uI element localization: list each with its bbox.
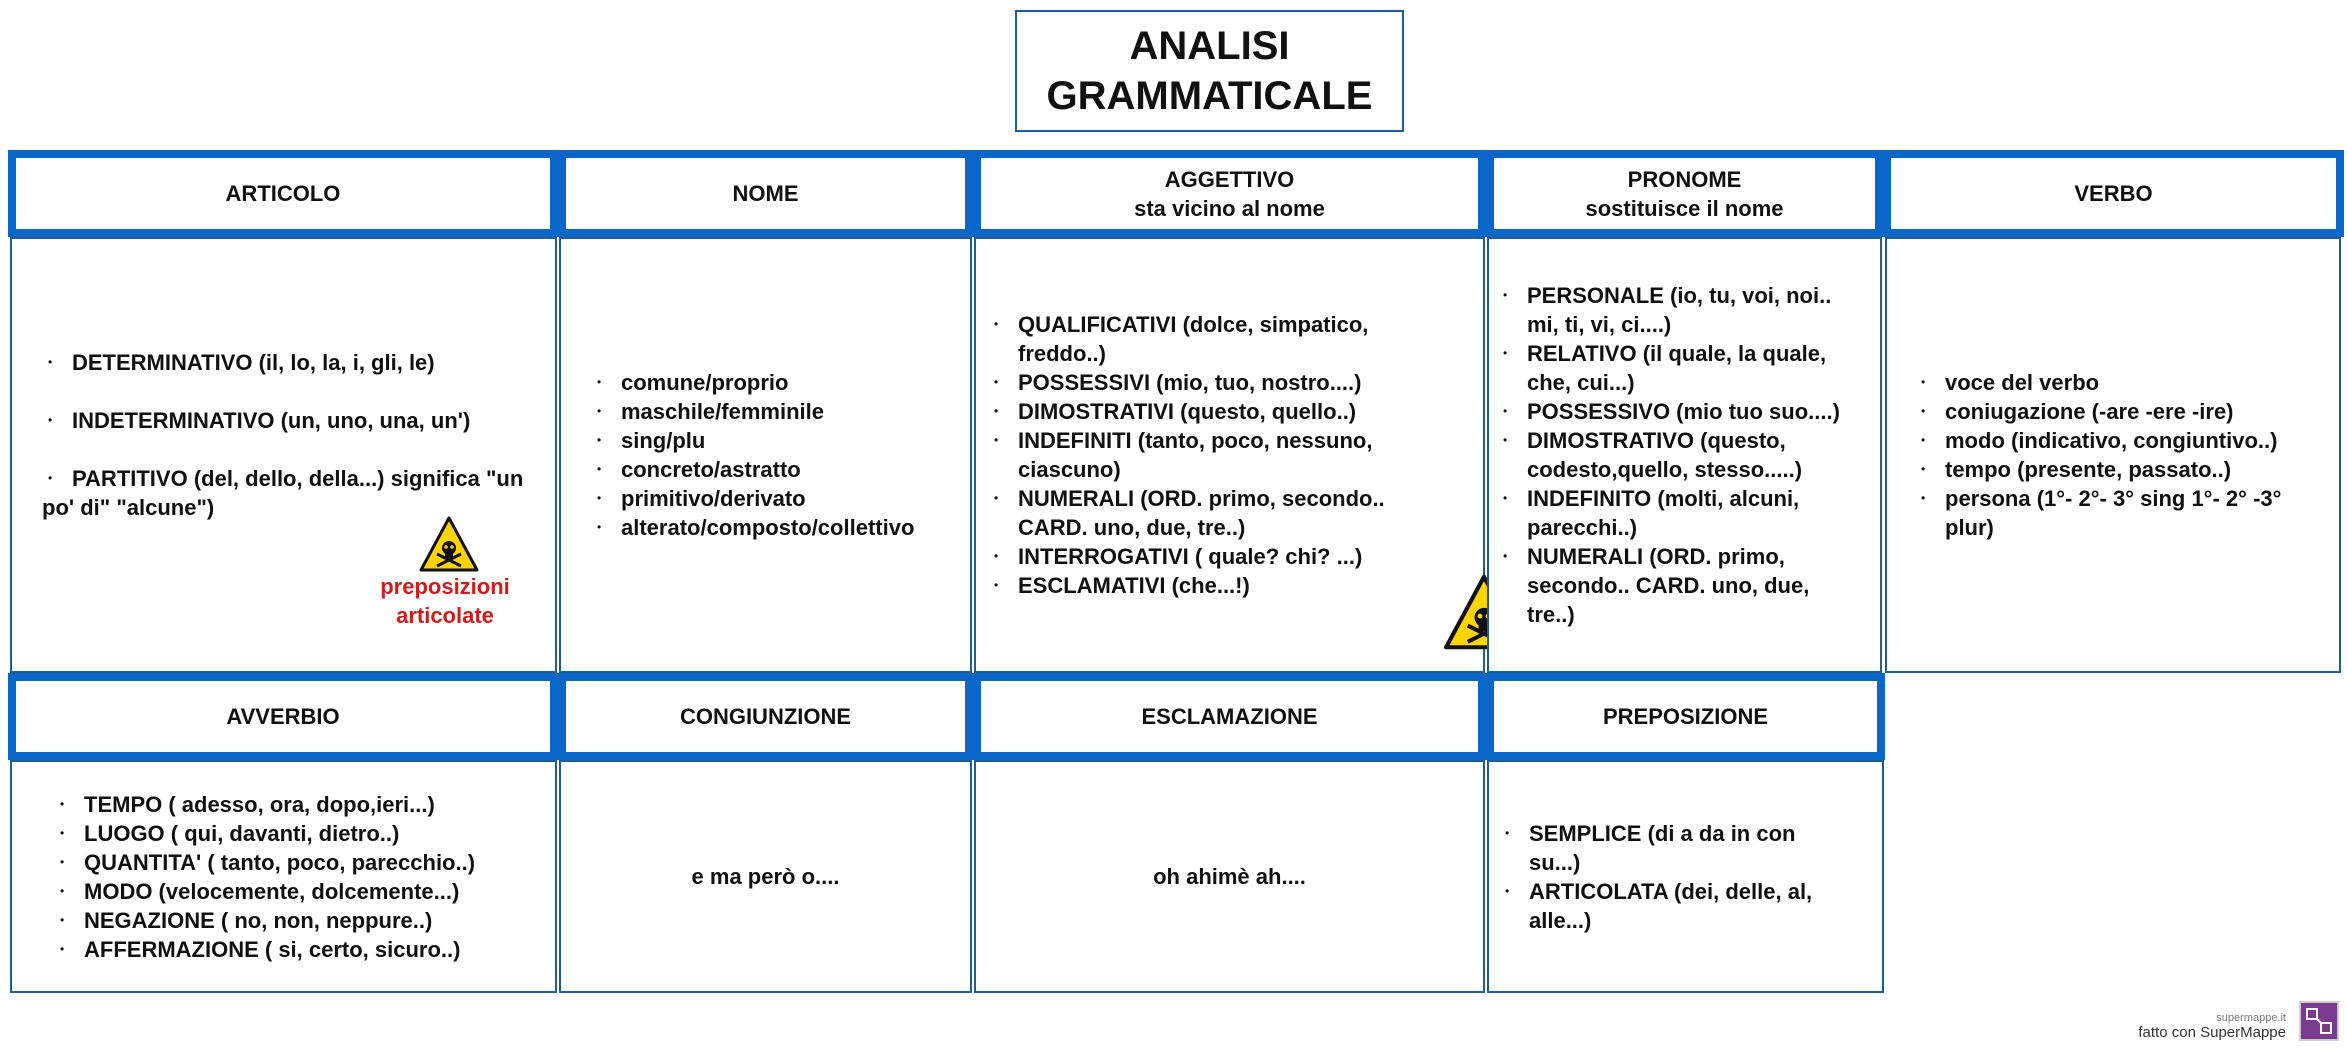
list-item: • alterato/composto/collettivo [621,513,914,542]
list-item: • modo (indicativo, congiuntivo..) [1945,426,2305,455]
list-item: • TEMPO ( adesso, ora, dopo,ieri...) [84,790,475,819]
header-pronome-label: PRONOME [1627,166,1742,192]
warning-line-1: preposizioni [380,574,510,599]
warning-preposizioni-articolate [365,572,525,630]
title-line-2: GRAMMATICALE [1046,74,1373,118]
list-item: • ARTICOLATA (dei, delle, al, alle...) [1529,877,1849,935]
list-item: • primitivo/derivato [621,484,914,513]
list-item: • NUMERALI (ORD. primo, secondo.. CARD. uno, due, tre..) [1018,484,1418,542]
list-item: • comune/proprio [621,368,914,397]
content-nome [559,237,972,673]
list-item: • coniugazione (-are -ere -ire) [1945,397,2305,426]
list-item: • INDETERMINATIVO (un, uno, una, un') [72,406,555,435]
list-item: • POSSESSIVI (mio, tuo, nostro....) [1018,368,1418,397]
list-item: • QUANTITA' ( tanto, poco, parecchio..) [84,848,475,877]
list-item: • voce del verbo [1945,368,2305,397]
header-preposizione [1486,673,1885,760]
content-congiunzione [559,760,972,993]
content-esclamazione [974,760,1485,993]
list-item: • MODO (velocemente, dolcemente...) [84,877,475,906]
congiunzione-text: e ma però o.... [691,864,840,889]
warning-line-2: articolate [396,603,494,628]
header-esclamazione-label: ESCLAMAZIONE [1141,704,1318,729]
header-nome [558,150,973,237]
list-item: • LUOGO ( qui, davanti, dietro..) [84,819,475,848]
list-item: • DIMOSTRATIVO (questo, codesto,quello, stesso.....) [1527,426,1852,484]
list-item: • DETERMINATIVO (il, lo, la, i, gli, le) [72,348,555,377]
list-item: • INDEFINITI (tanto, poco, nessuno, ciascuno) [1018,426,1418,484]
header-articolo-label: ARTICOLO [225,181,341,206]
list-item: • ESCLAMATIVI (che...!) [1018,571,1418,600]
list-item: • sing/plu [621,426,914,455]
content-pronome [1487,237,1882,673]
list-item: • NEGAZIONE ( no, non, neppure..) [84,906,475,935]
content-aggettivo [974,237,1485,673]
footer-credit[interactable]: fatto con SuperMappe [2138,1024,2286,1041]
header-congiunzione-label: CONGIUNZIONE [679,704,852,729]
list-item: • RELATIVO (il quale, la quale, che, cui...) [1527,339,1852,397]
header-aggettivo [973,150,1486,237]
header-aggettivo-sub: sta vicino al nome [1134,195,1325,221]
header-avverbio [8,673,558,760]
header-verbo-label: VERBO [2074,181,2153,206]
list-item: • PERSONALE (io, tu, voi, noi.. mi, ti, vi, ci....) [1527,281,1852,339]
list-item: • PARTITIVO (del, dello, della...) significa "un po' di" "alcune") [42,464,555,522]
list-item: • SEMPLICE (di a da in con su...) [1529,819,1849,877]
content-avverbio [10,760,557,993]
list-item: • INTERROGATIVI ( quale? chi? ...) [1018,542,1418,571]
header-pronome [1486,150,1883,237]
footer-site[interactable]: supermappe.it [2216,1012,2286,1024]
header-articolo [8,150,558,237]
content-verbo [1885,237,2341,673]
list-item: • NUMERALI (ORD. primo, secondo.. CARD. uno, due, tre..) [1527,542,1852,629]
header-congiunzione [558,673,973,760]
content-preposizione [1487,760,1884,993]
list-item: • concreto/astratto [621,455,914,484]
list-item: • maschile/femminile [621,397,914,426]
header-aggettivo-label: AGGETTIVO [1164,166,1295,192]
list-item: • persona (1°- 2°- 3° sing 1°- 2° -3° plur) [1945,484,2305,542]
header-esclamazione [973,673,1486,760]
header-verbo [1883,150,2344,237]
header-avverbio-label: AVVERBIO [226,704,340,729]
supermappe-logo-icon[interactable] [2299,1001,2339,1041]
hazard-icon [418,515,480,573]
list-item: • AFFERMAZIONE ( si, certo, sicuro..) [84,935,475,964]
list-item: • POSSESSIVO (mio tuo suo....) [1527,397,1852,426]
esclamazione-text: oh ahimè ah.... [1153,864,1306,889]
list-item: • tempo (presente, passato..) [1945,455,2305,484]
header-preposizione-label: PREPOSIZIONE [1602,704,1769,729]
header-nome-label: NOME [732,181,799,206]
header-pronome-sub: sostituisce il nome [1585,195,1784,221]
page-title [1015,10,1404,132]
list-item: • DIMOSTRATIVI (questo, quello..) [1018,397,1418,426]
title-line-1: ANALISI [1129,24,1290,68]
list-item: • QUALIFICATIVI (dolce, simpatico, freddo..) [1018,310,1418,368]
list-item: • INDEFINITO (molti, alcuni, parecchi..) [1527,484,1852,542]
